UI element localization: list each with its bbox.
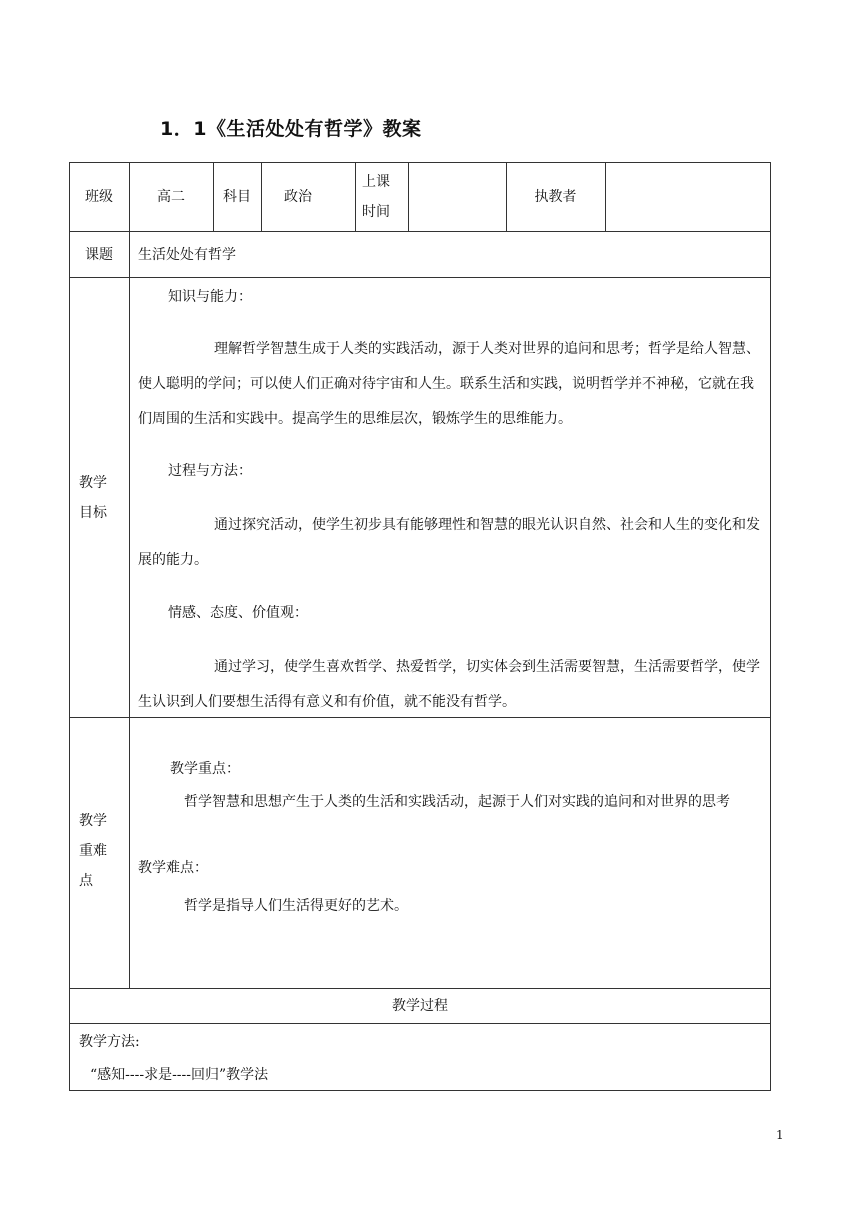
process-heading-cell: 教学过程 <box>392 998 448 1014</box>
objectives-label <box>79 468 107 528</box>
method-text: “感知----求是----回归”教学法 <box>90 1067 269 1083</box>
page-title: 1．1《生活处处有哲学》教案 <box>160 118 422 140</box>
subject-value: 政治 <box>284 189 312 205</box>
key-points-label <box>79 806 107 896</box>
key-points-label-line1: 教学 <box>79 813 107 829</box>
page-number: 1 <box>776 1128 784 1142</box>
key-text: 哲学智慧和思想产生于人类的生活和实践活动，起源于人们对实践的追问和对世界的思考 <box>184 794 730 810</box>
process-text: 通过探究活动，使学生初步具有能够理性和智慧的眼光认识自然、社会和人生的变化和发展的能力。 <box>138 517 760 568</box>
difficult-heading: 教学难点： <box>138 860 208 876</box>
process-heading: 过程与方法： <box>168 463 252 479</box>
topic-label: 课题 <box>85 247 113 263</box>
objectives-label-line1: 教学 <box>79 475 107 491</box>
time-label <box>362 167 404 227</box>
key-heading: 教学重点： <box>170 761 240 777</box>
knowledge-heading: 知识与能力： <box>168 289 252 305</box>
objectives-label-line2: 目标 <box>79 505 107 521</box>
class-value: 高二 <box>157 189 185 205</box>
time-label-line1: 上课 <box>362 174 390 190</box>
topic-value: 生活处处有哲学 <box>138 247 236 263</box>
teacher-label: 执教者 <box>534 189 577 205</box>
class-label: 班级 <box>85 189 113 205</box>
difficult-text: 哲学是指导人们生活得更好的艺术。 <box>184 898 408 914</box>
method-label: 教学方法: <box>79 1034 140 1050</box>
values-text: 通过学习，使学生喜欢哲学、热爱哲学，切实体会到生活需要智慧，生活需要哲学，使学生认识到人们要想生活得有意义和有价值，就不能没有哲学。 <box>138 659 760 710</box>
time-label-line2: 时间 <box>362 204 390 220</box>
knowledge-text: 理解哲学智慧生成于人类的实践活动，源于人类对世界的追问和思考；哲学是给人智慧、使人聪明的学问；可以使人们正确对待宇宙和人生。联系生活和实践，说明哲学并不神秘，它就在我们周围的生活和实践中。提高学生的思维层次，锻炼学生的思维能力。 <box>138 341 760 427</box>
values-heading: 情感、态度、价值观： <box>168 605 308 621</box>
subject-label: 科目 <box>223 189 251 205</box>
key-points-label-line2: 重难 <box>79 843 107 859</box>
key-points-label-line3: 点 <box>79 873 93 889</box>
